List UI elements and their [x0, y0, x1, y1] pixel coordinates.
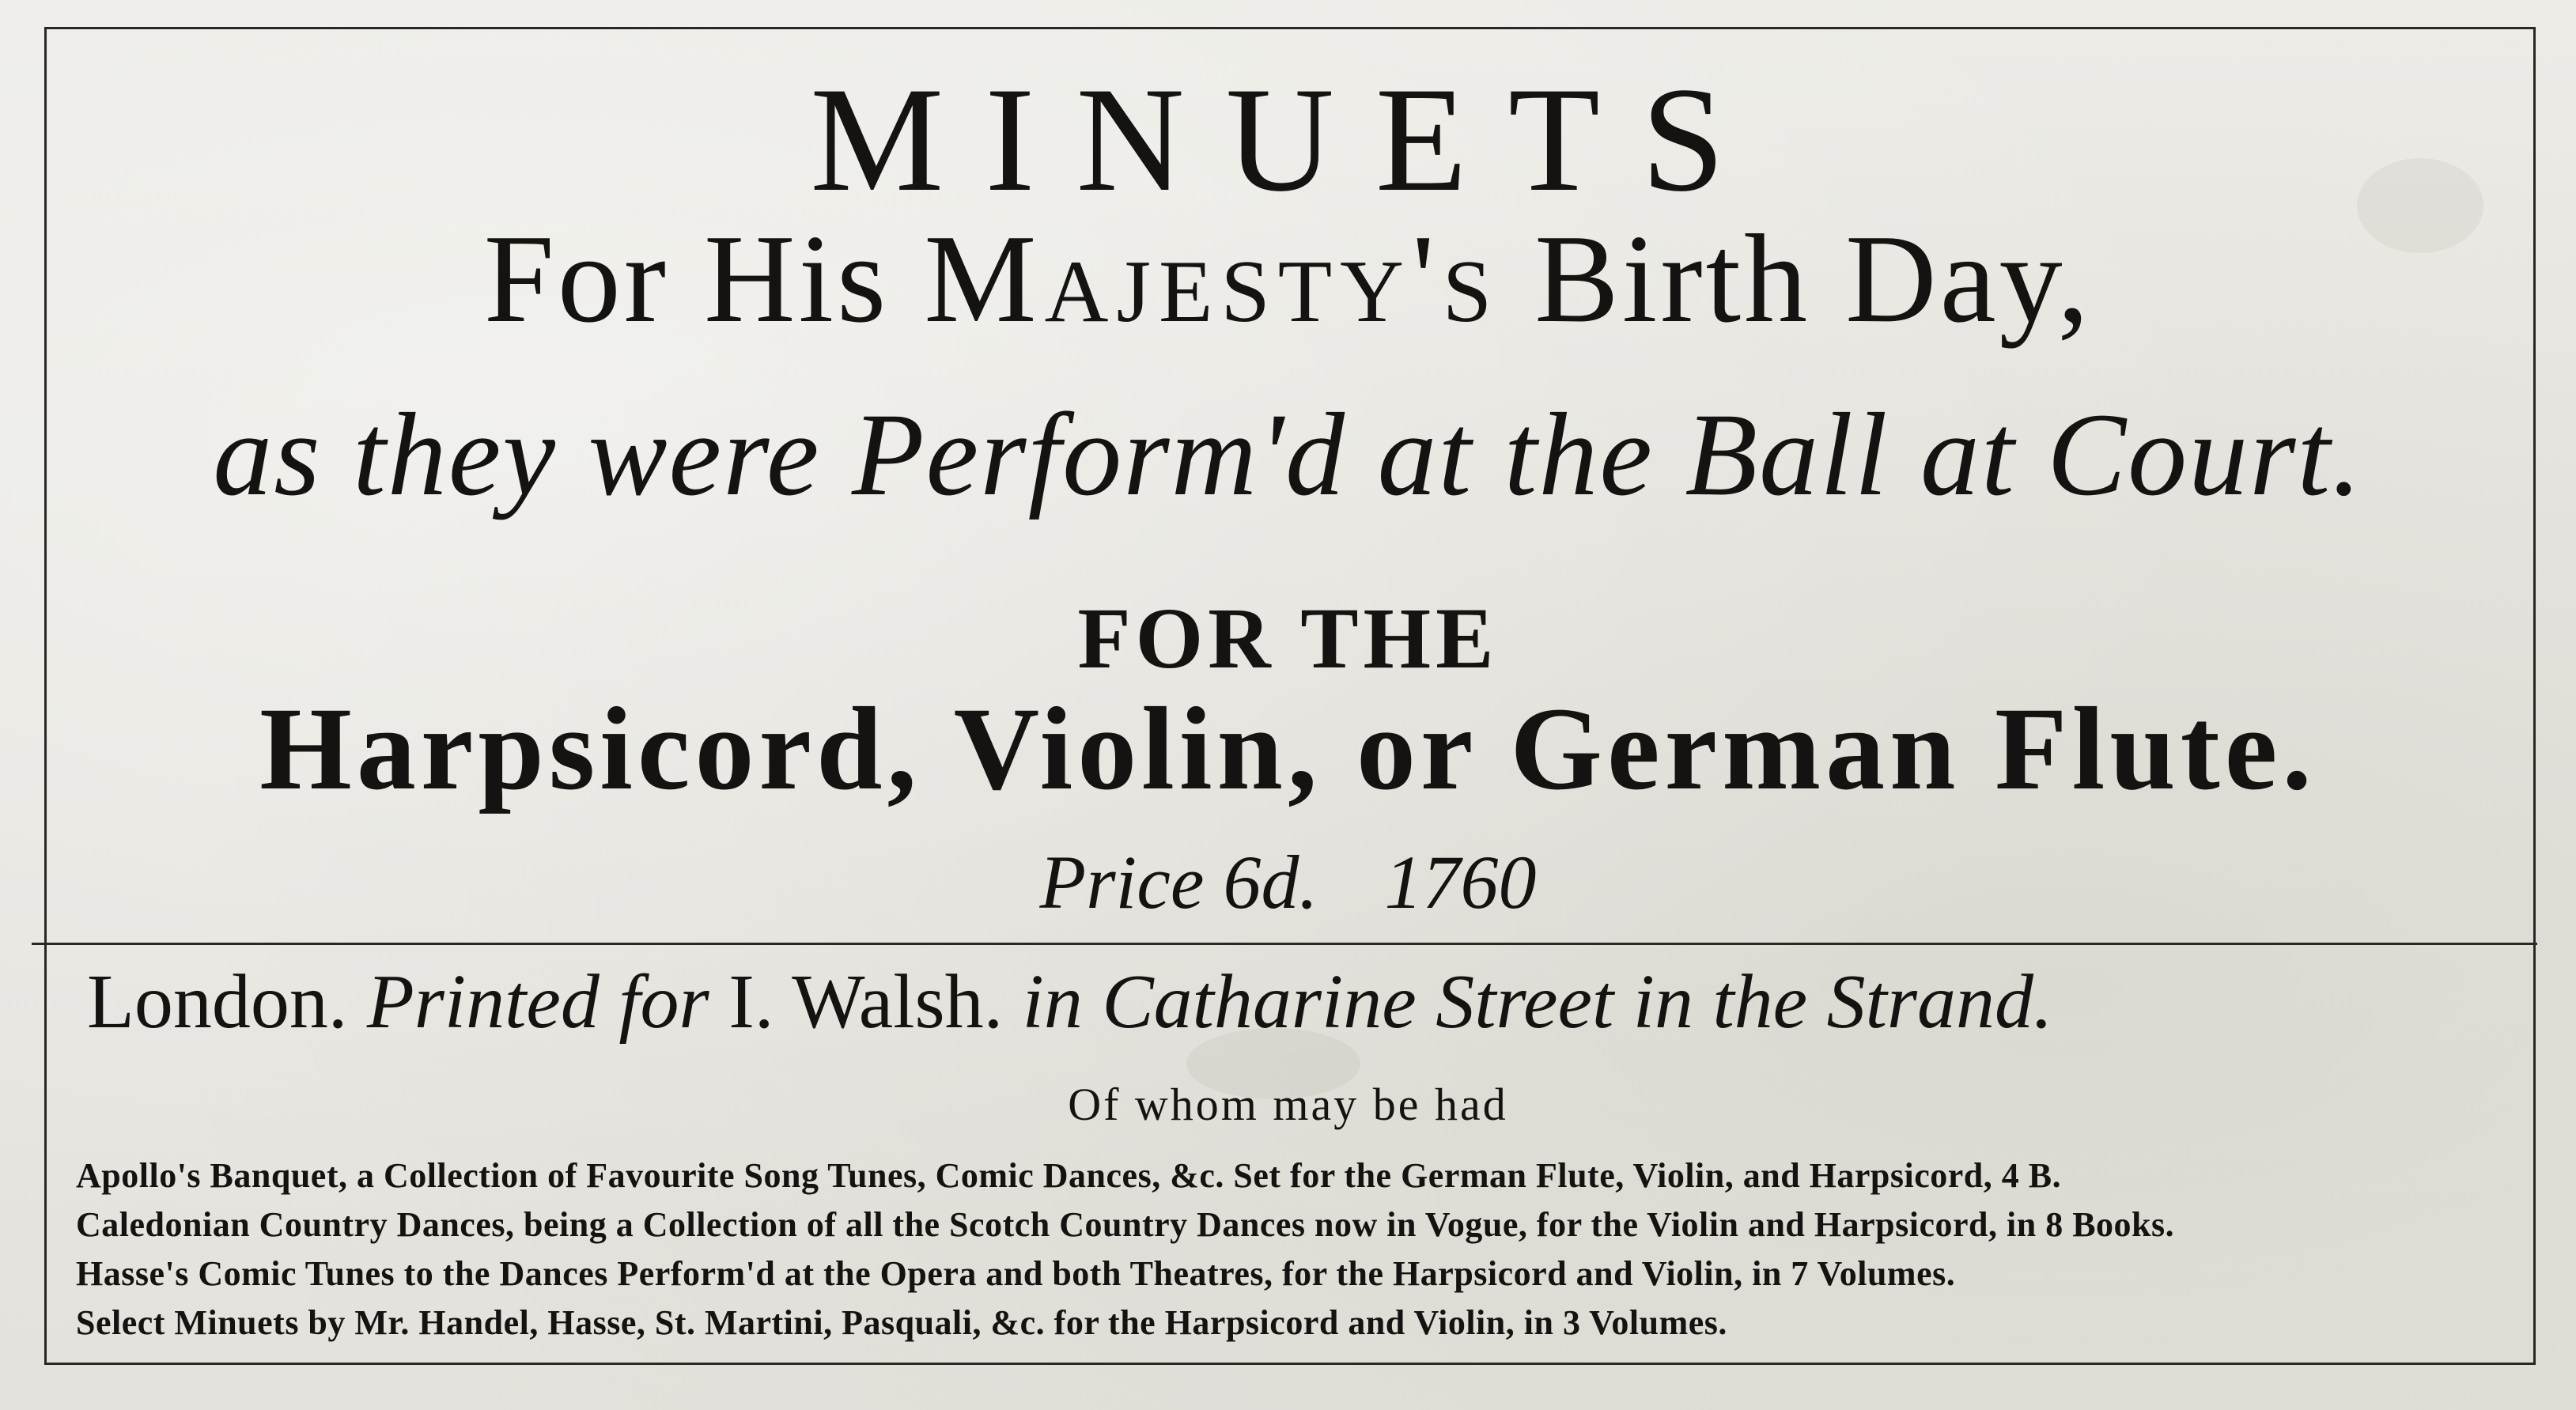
- catalogue-item: Apollo's Banquet, a Collection of Favourite Song Tunes, Comic Dances, &c. Set for the German Flute, Violin, and Harpsicord, 4 B.: [76, 1156, 2062, 1195]
- title-for-his: For His: [483, 208, 890, 349]
- catalogue-item: Select Minuets by Mr. Handel, Hasse, St. Martini, Pasquali, &c. for the Harpsicord and Violin, in 3 Volumes.: [76, 1303, 1727, 1342]
- title-majesty: Majesty's: [924, 208, 1500, 349]
- title-birthday: [0, 208, 2576, 349]
- imprint-address: in Catharine Street in the Strand.: [1022, 959, 2053, 1045]
- year: 1760: [1384, 840, 1537, 924]
- catalogue-list: [76, 1151, 2174, 1348]
- imprint-publisher: I. Walsh.: [728, 959, 1004, 1045]
- price: Price 6d.: [1039, 840, 1318, 924]
- imprint-divider: [32, 943, 2537, 945]
- catalogue-item: Caledonian Country Dances, being a Collection of all the Scotch Country Dances now in Vogue, for the Violin and Harpsicord, in 8 Books.: [76, 1205, 2175, 1244]
- title-minuets: MINUETS: [810, 57, 1766, 223]
- imprint-city: London.: [87, 959, 348, 1045]
- imprint-printed-for: Printed for: [366, 959, 709, 1045]
- catalogue-heading: Of whom may be had: [1068, 1079, 1508, 1130]
- catalogue-item: Hasse's Comic Tunes to the Dances Perform'd at the Opera and both Theatres, for the Harpsicord and Violin, in 7 Volumes.: [76, 1254, 1956, 1293]
- title-birth-day: Birth Day,: [1534, 208, 2093, 349]
- imprint: [87, 959, 2053, 1045]
- for-the-heading: FOR THE: [1077, 590, 1499, 686]
- price-line: [0, 840, 2576, 924]
- instruments-line: Harpsicord, Violin, or German Flute.: [259, 683, 2317, 815]
- subtitle-performed: as they were Perform'd at the Ball at Court.: [213, 389, 2363, 520]
